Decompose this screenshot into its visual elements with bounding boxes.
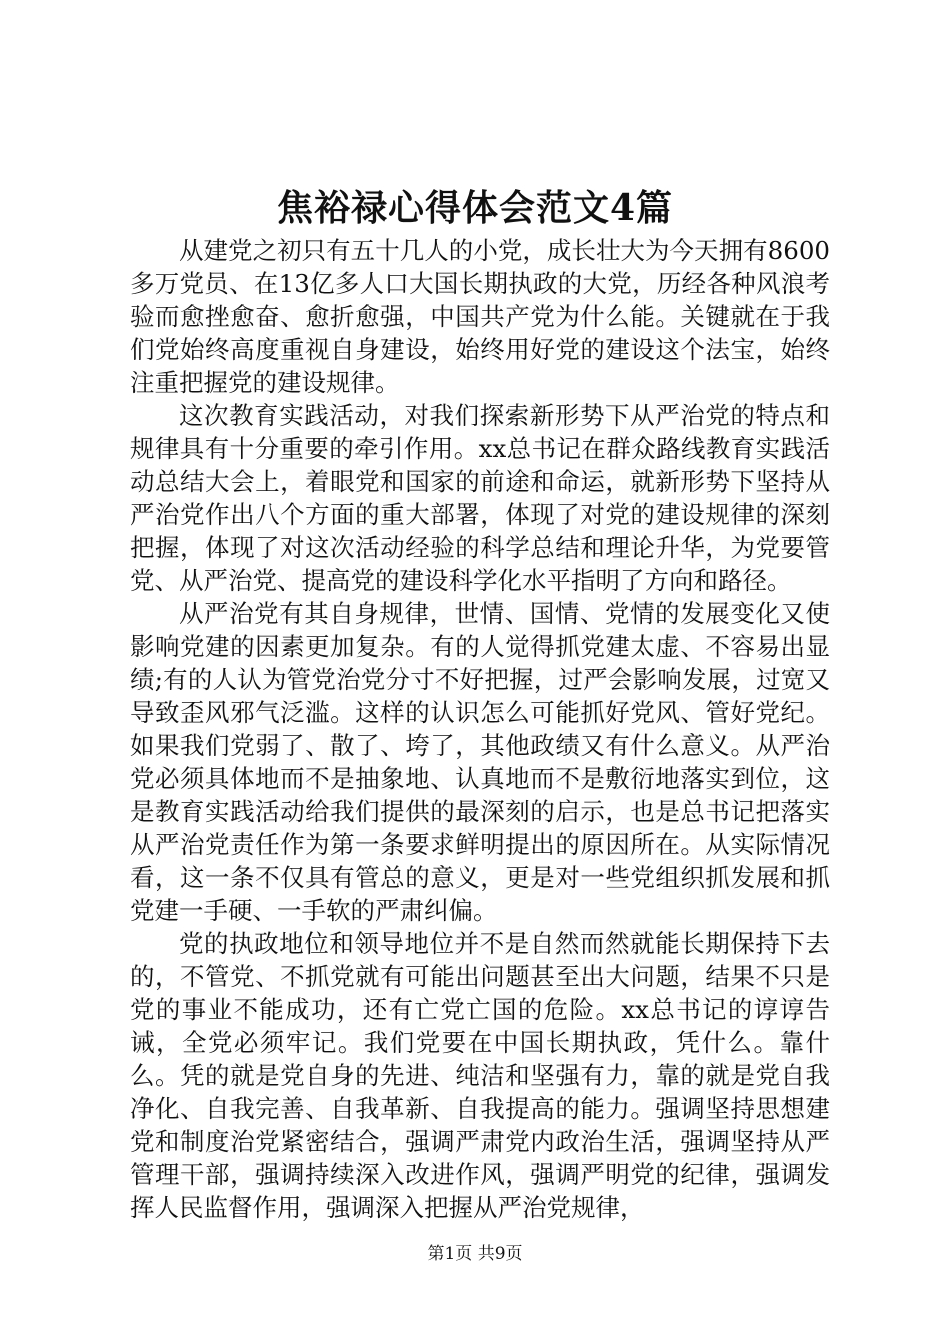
document-body bbox=[130, 234, 830, 1224]
paragraph-2: 这次教育实践活动，对我们探索新形势下从严治党的特点和规律具有十分重要的牵引作用。xx总书记在群众路线教育实践活动总结大会上，着眼党和国家的前途和命运，就新形势下坚持从严治党作出八个方面的重大部署，体现了对党的建设规律的深刻把握，体现了对这次活动经验的科学总结和理论升华，为党要管党、从严治党、提高党的建设科学化水平指明了方向和路径。 bbox=[130, 401, 830, 595]
paragraph-3: 从严治党有其自身规律，世情、国情、党情的发展变化又使影响党建的因素更加复杂。有的人觉得抓党建太虚、不容易出显绩;有的人认为管党治党分寸不好把握，过严会影响发展，过宽又导致歪风邪气泛滥。这样的认识怎么可能抓好党风、管好党纪。如果我们党弱了、散了、垮了，其他政绩又有什么意义。从严治党必须具体地而不是抽象地、认真地而不是敷衍地落实到位，这是教育实践活动给我们提供的最深刻的启示，也是总书记把落实从严治党责任作为第一条要求鲜明提出的原因所在。从实际情况看，这一条不仅具有管总的意义，更是对一些党组织抓发展和抓党建一手硬、一手软的严肃纠偏。 bbox=[130, 599, 830, 925]
document-title: 焦裕禄心得体会范文4篇 bbox=[276, 187, 674, 229]
paragraph-1: 从建党之初只有五十几人的小党，成长壮大为今天拥有8600多万党员、在13亿多人口大国长期执政的大党，历经各种风浪考验而愈挫愈奋、愈折愈强，中国共产党为什么能。关键就在于我们党始终高度重视自身建设，始终用好党的建设这个法宝，始终注重把握党的建设规律。 bbox=[130, 236, 830, 397]
paragraph-4: 党的执政地位和领导地位并不是自然而然就能长期保持下去的，不管党、不抓党就有可能出问题甚至出大问题，结果不只是党的事业不能成功，还有亡党亡国的危险。xx总书记的谆谆告诫，全党必须牢记。我们党要在中国长期执政，凭什么。靠什么。凭的就是党自身的先进、纯洁和坚强有力，靠的就是党自我净化、自我完善、自我革新、自我提高的能力。强调坚持思想建党和制度治党紧密结合，强调严肃党内政治生活，强调坚持从严管理干部，强调持续深入改进作风，强调严明党的纪律，强调发挥人民监督作用，强调深入把握从严治党规律， bbox=[130, 929, 830, 1222]
page-number-footer: 第1页 共9页 bbox=[427, 1244, 523, 1264]
